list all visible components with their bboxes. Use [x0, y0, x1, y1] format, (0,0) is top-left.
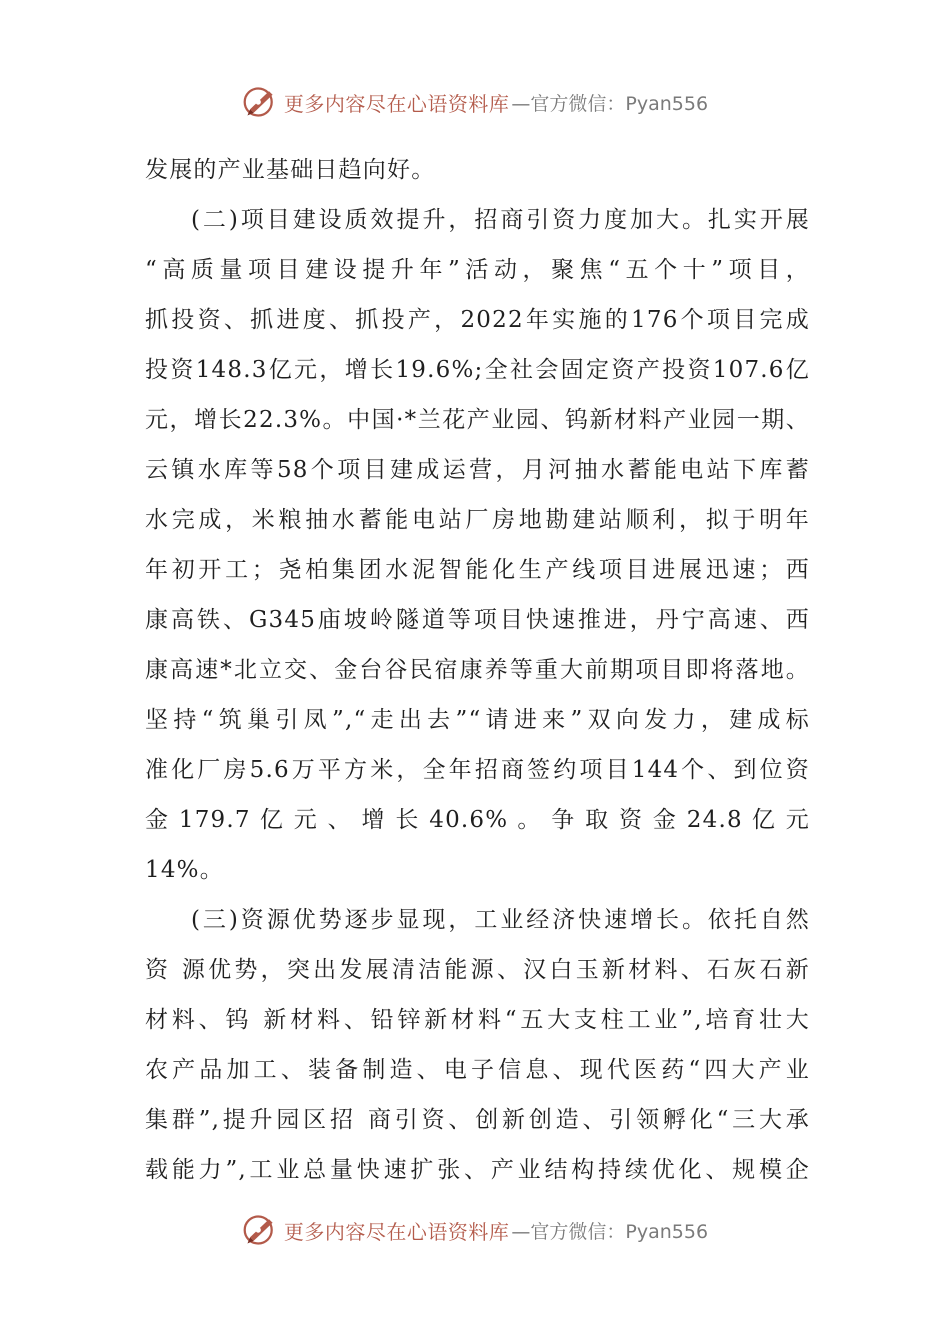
text-line: 康高铁、G345庙坡岭隧道等项目快速推进，丹宁高速、西: [145, 607, 810, 633]
text-line: 投资148.3亿元，增长19.6%;全社会固定资产投资107.6亿: [145, 357, 810, 383]
section-heading-line: (二)项目建设质效提升，招商引资力度加大。扎实开展: [191, 207, 810, 233]
text-line: 坚持“筑巢引凤”,“走出去”“请进来”双向发力，建成标: [145, 707, 810, 733]
header-contact-text: —官方微信：Pyan556: [511, 92, 709, 115]
text-line: 金 179.7 亿 元 、 增 长 40.6% 。 争 取 资 金 24.8 亿 元: [145, 807, 810, 833]
text-line: 资 源优势，突出发展清洁能源、汉白玉新材料、石灰石新: [145, 957, 810, 983]
pen-logo-icon: [242, 1212, 278, 1248]
text-line: 康高速*北立交、金台谷民宿康养等重大前期项目即将落地。: [145, 657, 810, 683]
pen-logo-icon: [242, 84, 278, 120]
text-line: 14%。: [145, 857, 224, 883]
text-line: 集群”,提升园区招 商引资、创新创造、引领孵化“三大承: [145, 1107, 810, 1133]
text-line: 材料、钨 新材料、铅锌新材料“五大支柱工业”,培育壮大: [145, 1007, 810, 1033]
text-line: 云镇水库等58个项目建成运营，月河抽水蓄能电站下库蓄: [145, 457, 810, 483]
text-line: 发展的产业基础日趋向好。: [145, 157, 436, 183]
text-line: “高质量项目建设提升年”活动，聚焦“五个十”项目，: [145, 257, 810, 283]
text-line: 准化厂房5.6万平方米，全年招商签约项目144个、到位资: [145, 757, 810, 783]
text-line: 年初开工；尧柏集团水泥智能化生产线项目进展迅速；西: [145, 557, 810, 583]
section-heading-line: (三)资源优势逐步显现，工业经济快速增长。依托自然: [191, 907, 810, 933]
text-line: 农产品加工、装备制造、电子信息、现代医药“四大产业: [145, 1057, 810, 1083]
header-brand-text: 更多内容尽在心语资料库: [283, 91, 510, 116]
document-body: [145, 145, 810, 1195]
footer-brand-text: 更多内容尽在心语资料库: [283, 1219, 510, 1244]
footer-contact-text: —官方微信：Pyan556: [511, 1220, 709, 1243]
text-line: 元，增长22.3%。中国·*兰花产业园、钨新材料产业园一期、: [145, 407, 810, 433]
header-banner: [0, 82, 950, 122]
text-line: 载能力”,工业总量快速扩张、产业结构持续优化、规模企: [145, 1157, 810, 1183]
text-line: 水完成，米粮抽水蓄能电站厂房地勘建站顺利，拟于明年: [145, 507, 810, 533]
footer-banner: [0, 1210, 950, 1250]
text-line: 抓投资、抓进度、抓投产，2022年实施的176个项目完成: [145, 307, 810, 333]
